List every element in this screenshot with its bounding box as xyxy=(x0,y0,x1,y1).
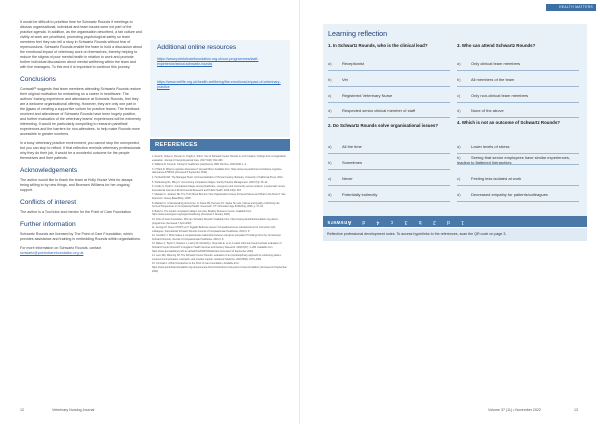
further-info-heading: Further information xyxy=(20,221,76,228)
option-text: Vet xyxy=(342,77,348,82)
option-divider xyxy=(457,70,579,71)
option-letter: c) xyxy=(328,176,332,181)
reference-item: 11. George M. 'Does it HURT you?' Kiggalio Bellmore Gereel: Occupational as an educational tool of connection with colleagues. International Schwartz Rounds Journal of Compassionate Healthcare. 2016;3: 8. xyxy=(152,226,276,233)
option-text: Never xyxy=(342,176,353,181)
resource-link-vetlife[interactable]: https://www.vetlife.org.uk/health-wellbeing/the-emotional-impact-of-veterinary-practice xyxy=(157,80,281,89)
option-divider xyxy=(328,117,450,118)
additional-resources-box xyxy=(150,40,290,137)
option-letter: c) xyxy=(457,176,461,181)
reference-item: 15. Cornwall J. A Brief Introduction to the Point of Care Foundation. Available from: https://www.pointofcarefoundation.org.uk/resource/a-brief-introduction-to-the-point-of-care-foundation/ (Accessed 13 September 2022) xyxy=(152,262,288,273)
option-text: All members of the team xyxy=(471,77,515,82)
question-2-option[interactable] xyxy=(328,192,448,197)
reference-item: 13. Maben J, Taylor C, Dawson J, Leamy M, McCarthy I, Reynolds E, et al. A realist informed mixed-methods evaluation of Schwartz Center Rounds® in England. Health Services and Delivery Research. 2018;6(37): 1–260. Available from: https://www.journalslibrary.nihr.ac.uk/hsdr/hsdr06370/#/abstract (Accessed 13 September 2022) xyxy=(152,242,282,253)
further-info-paragraph-2 xyxy=(20,246,142,256)
question-1-option[interactable] xyxy=(328,61,448,66)
option-letter: b) xyxy=(457,77,461,82)
left-text-column xyxy=(20,20,142,260)
question-2-title: 2. Do Schwartz Rounds solve organisational issues? xyxy=(328,123,439,128)
option-divider xyxy=(328,102,450,103)
conflicts-heading: Conflicts of interest xyxy=(20,199,77,206)
reference-item: 6. Cooke S, Hyatt C. Compassion fatigue among healthcare, emergency and community service workers: a systematic review. International Journal of Environmental Research and Public Health. 2016;13(6): 618. xyxy=(152,185,286,192)
left-page-number: 12 xyxy=(20,408,24,412)
option-divider xyxy=(457,86,579,87)
answers-rotated-values: 1 d 2 b 3 c 4 d xyxy=(357,219,465,225)
conflicts-text: The author is a Tool tutor and mentor for the Point of Care Foundation xyxy=(20,210,132,214)
question-4-option[interactable] xyxy=(457,192,577,197)
option-text: Only clinical team members xyxy=(471,61,521,66)
references-list xyxy=(152,155,288,274)
question-4-option[interactable] xyxy=(457,176,577,181)
health-matters-tag: HEALTH MATTERS xyxy=(546,4,596,11)
right-page-number: 13 xyxy=(574,408,578,412)
option-letter: c) xyxy=(457,93,461,98)
reflective-notes-banner: Reflective professional development notes. To access hyperlinks to the references, scan the QR code on page 3. xyxy=(323,228,587,241)
reference-item: 8. Maslach C. Understanding job burnout. In: Rossi AM, Perrewe PL, Sauter SL (eds.) Stress and Quality of Working Life: Current Perspectives in Occupational Health. Greenwich, CT: Information Age Publishing; 2006. p. 37–51. xyxy=(152,201,281,209)
option-divider xyxy=(457,185,579,186)
option-divider xyxy=(457,164,579,165)
intro-paragraph: It would be difficult to prioritise time for Schwartz Rounds if meetings to discuss organisational, individual and team issues were not part of the practice agenda. In addition, as the organisation described, a fair culture and civility at work are prioritised, promoting psychological safety so team members feel they can tell a story in Schwartz Rounds without fear of repercussions. Schwartz Rounds enable the team to hold a discussion about the emotional impact of veterinary work on themselves, thereby helping to reduce the stigma of poor mental health in relation to work and promote further individual discussions about mental wellbeing within the team and with line managers. To this end it is important to continue this journey. xyxy=(20,20,142,69)
question-3-title: 3. Who can attend Schwartz Rounds? xyxy=(457,43,536,48)
option-text: Receptionist xyxy=(342,61,365,66)
question-4-option[interactable] xyxy=(457,144,577,149)
option-text: Decreased empathy for patients/colleagues xyxy=(471,192,548,197)
question-3-option[interactable] xyxy=(457,93,577,98)
further-info-paragraph-1: Schwartz Rounds are licensed by The Point of Care Foundation, which provides assistance and training in embedding Rounds within organisations. xyxy=(20,232,141,241)
option-text: Feeling less isolated at work xyxy=(471,176,522,181)
question-2-option[interactable] xyxy=(328,144,448,149)
option-divider xyxy=(457,102,579,103)
option-text: None of the above xyxy=(471,108,504,113)
reference-item: 7. Maslach C, Jackson SE. The Truth About Burnout: How Organizations Cause Personal Stress and What to Do About It. San Francisco: Jossey-Bass/Wiley; 2008. xyxy=(152,193,286,200)
reference-item: 12. Goodrich J. What makes a compassionate relationship between caregiver and patient? Findings from the 'Anniversary' Schwartz Rounds. Journal of Compassionate Healthcare. 2016;3: 8. xyxy=(152,234,282,241)
question-1-option[interactable] xyxy=(328,77,448,82)
option-letter: b) xyxy=(328,77,332,82)
option-divider xyxy=(328,185,450,186)
conclusions-paragraph-2: In a busy veterinary practice environment, you cannot stop the unexpected, but you can stop to reflect. If that reflection reminds veterinary professionals why they do their job, it would be a wonderful outcome for the people themselves and their patients. xyxy=(20,141,141,160)
learning-reflection-box xyxy=(323,24,587,216)
reference-item: 5. Wolfenberg RL, Wiley K. Overcoming compassion fatigue. Family Practice Management. 2000;7(4): 39–44. xyxy=(152,180,268,184)
journal-title: Veterinary Nursing Journal xyxy=(52,408,95,412)
option-letter: c) xyxy=(328,93,332,98)
option-text: Only non-clinical team members xyxy=(471,93,529,98)
answers-rotated-title: Answers xyxy=(327,219,352,225)
page-spine xyxy=(299,0,300,424)
option-letter: a) xyxy=(328,144,332,149)
reference-item: 3. O'Hara R. What is cognitive dissonance? Verywell Mind. Available from: https://www.verywellmind.com/what-is-cognitive-dissonance-2795012 (Accessed 9 September 2022) xyxy=(152,167,283,175)
answers-rotated xyxy=(327,216,464,227)
option-divider xyxy=(457,117,579,118)
option-letter: b) xyxy=(328,160,332,165)
option-text: Seeing that senior employees have similar experiences, leading to flattened hierarchies xyxy=(457,155,570,166)
question-3-option[interactable] xyxy=(457,77,577,82)
references-header: REFERENCES xyxy=(150,139,290,151)
option-divider xyxy=(328,153,450,154)
reference-item: 1. Reed K, Cullen A, Duncan C, Knight A, Todd I. Use of Schwartz Center Rounds in a UK hospice: findings from a longitudinal evaluation. Journal of Interprofessional Care. 2017;31(6): 691–696. xyxy=(152,155,286,162)
option-letter: a) xyxy=(328,61,332,66)
option-divider xyxy=(457,201,579,202)
option-divider xyxy=(328,86,450,87)
further-info-contact: For more information on Schwartz Rounds, contact xyxy=(20,246,102,250)
question-1-title: 1. In Schwartz Rounds, who is the clinical lead? xyxy=(328,43,428,48)
question-3-option[interactable] xyxy=(457,108,577,113)
acknowledgements-text: The author would like to thank the team at Holly House Vets for always being willing to try new things, and Bronwen Williams for her ongoing support. xyxy=(20,178,133,192)
option-letter: b) xyxy=(457,155,461,160)
option-text: Respected senior clinical member of staff xyxy=(342,108,416,113)
option-letter: d) xyxy=(457,192,461,197)
reference-item: 4. Hochschild AR. The Managed Heart: Commercialization of Human Feeling. Berkeley: University of California Press; 2012. xyxy=(152,175,284,179)
conclusions-paragraph-1: Cornwall¹¹ suggests that team members attending Schwartz Rounds restore their original motivation for embarking on a career in healthcare. The authors' training experience and attendance at Schwartz Rounds, feel they are a welcome organisational offering. However, they are only one part in the jigsaw of creating a supportive culture for practice teams. The feedback received and attendance of Schwartz Rounds have been hugely positive, and further evaluation of the veterinary teams' experiences will be extremely interesting. It would be particularly compelling to research panellists' experiences and the barriers for non-attendees, to help make Rounds more accessible to greater numbers. xyxy=(20,87,141,136)
option-letter: d) xyxy=(457,108,461,113)
question-2-option[interactable] xyxy=(328,176,448,181)
schwartz-email-link[interactable]: schwartz@pointofcarefoundation.org.uk xyxy=(20,251,84,255)
option-text: All the time xyxy=(342,144,362,149)
option-divider xyxy=(328,169,450,170)
reference-item: 2. Williams B, Kemp E. Caring for healthcare practitioners. BMJ Clin Res. 2020;2021:1–3. xyxy=(152,163,247,167)
resource-link-point-of-care[interactable]: https://www.pointofcarefoundation.org.uk/our-programmes/staff-experience/about-schwartz-rounds xyxy=(157,57,259,66)
option-letter: d) xyxy=(328,192,332,197)
option-divider xyxy=(457,153,579,154)
reference-item: 14. Leon MA, Manning CP. The Schwartz Center Rounds: evaluation of an interdisciplinary approach to enhancing patient-centered communication, teamwork, and provider support. Academic Medicine. 2010;85(6): 1073–1081. xyxy=(152,254,282,261)
volume-info: Volume 37 (11) • November 2022 xyxy=(488,408,541,412)
option-letter: a) xyxy=(457,144,461,149)
option-letter: a) xyxy=(457,61,461,66)
conclusions-heading: Conclusions xyxy=(20,76,56,83)
question-4-title: 4. Which is not an outcome of Schwartz Rounds? xyxy=(457,120,560,125)
option-divider xyxy=(328,201,450,202)
acknowledgements-heading: Acknowledgements xyxy=(20,167,78,174)
option-letter: d) xyxy=(328,108,332,113)
option-text: Registered Veterinary Nurse xyxy=(342,93,393,98)
option-text: Sometimes xyxy=(342,160,363,165)
option-text: Potentially indirectly xyxy=(342,192,378,197)
option-text: Lower levels of stress xyxy=(471,144,510,149)
question-1-option[interactable] xyxy=(328,108,448,113)
reference-item: 9. Boller A. The impact compassion fatigue can play. Bradley Resource Centre. Available from: https://www.vetsurgeon.org/support/wellbeing (Accessed 2 January 2022) xyxy=(152,209,252,217)
reference-item: 10. Point of Care Foundation. Why are Schwartz Rounds? Available from: https://www.pointofcarefoundation.org.uk/our-programmes (Accessed 7 April 2022) xyxy=(152,217,279,225)
option-divider xyxy=(328,70,450,71)
question-1-option[interactable] xyxy=(328,93,448,98)
answers-bar xyxy=(323,216,587,227)
question-3-option[interactable] xyxy=(457,61,577,66)
resources-heading: Additional online resources xyxy=(157,44,237,51)
learning-reflection-heading: Learning reflection xyxy=(328,29,388,38)
question-2-option[interactable] xyxy=(328,160,448,165)
